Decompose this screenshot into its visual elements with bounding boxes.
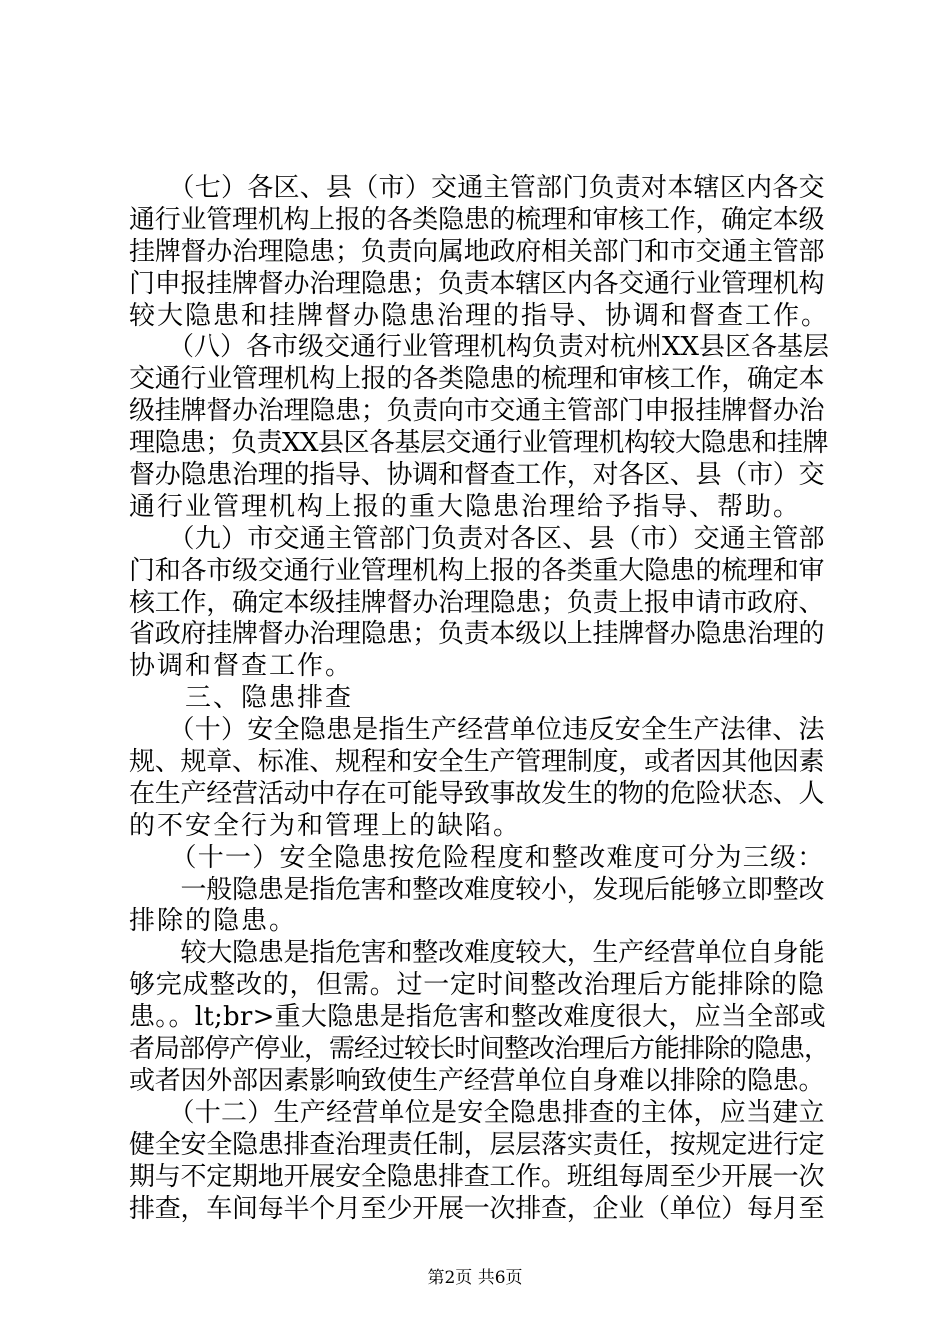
- text-line: 理隐患；负责XX县区各基层交通行业管理机构较大隐患和挂牌: [129, 428, 829, 459]
- text-line: 通行业管理机构上报的重大隐患治理给予指导、帮助。: [129, 491, 802, 522]
- text-line: （九）市交通主管部门负责对各区、县（市）交通主管部: [129, 523, 825, 554]
- text-line: 患。。lt;br>重大隐患是指危害和整改难度很大，应当全部或: [129, 1002, 826, 1033]
- text-line: 督办隐患治理的指导、协调和督查工作，对各区、县（市）交: [129, 460, 825, 491]
- text-line: 规、规章、标准、规程和安全生产管理制度，或者因其他因素: [129, 747, 825, 778]
- page-footer: [0, 1268, 950, 1288]
- text-line: 者局部停产停业，需经过较长时间整改治理后方能排除的隐患，: [129, 1034, 830, 1065]
- text-line: 较大隐患是指危害和整改难度较大，生产经营单位自身能: [129, 938, 825, 969]
- text-line: （十一）安全隐患按危险程度和整改难度可分为三级：: [129, 842, 825, 873]
- text-line: （八）各市级交通行业管理机构负责对杭州XX县区各基层: [129, 332, 830, 363]
- text-line: 或者因外部因素影响致使生产经营单位自身难以排除的隐患。: [129, 1065, 825, 1096]
- text-line: 排查，车间每半个月至少开展一次排查，企业（单位）每月至: [129, 1193, 825, 1224]
- text-line: （十二）生产经营单位是安全隐患排查的主体，应当建立: [129, 1097, 825, 1128]
- text-line: 省政府挂牌督办治理隐患；负责本级以上挂牌督办隐患治理的: [129, 619, 825, 650]
- text-line: 在生产经营活动中存在可能导致事故发生的物的危险状态、人: [129, 778, 825, 809]
- text-line: 门和各市级交通行业管理机构上报的各类重大隐患的梳理和审: [129, 555, 825, 586]
- text-line: 健全安全隐患排查治理责任制，层层落实责任，按规定进行定: [129, 1129, 825, 1160]
- document-body: [129, 173, 829, 1225]
- text-line: 排除的隐患。: [129, 906, 298, 937]
- text-line: 的不安全行为和管理上的缺陷。: [129, 810, 522, 841]
- text-line: 核工作，确定本级挂牌督办治理隐患；负责上报申请市政府、: [129, 587, 825, 618]
- text-line: 三、隐患排查: [129, 683, 354, 714]
- text-line: 协调和督查工作。: [129, 651, 354, 682]
- text-line: 通行业管理机构上报的各类隐患的梳理和审核工作，确定本级: [129, 204, 825, 235]
- text-line: 门申报挂牌督办治理隐患；负责本辖区内各交通行业管理机构: [129, 268, 825, 299]
- text-line: 交通行业管理机构上报的各类隐患的梳理和审核工作，确定本: [129, 364, 825, 395]
- text-line: 期与不定期地开展安全隐患排查工作。班组每周至少开展一次: [129, 1161, 825, 1192]
- text-line: （十）安全隐患是指生产经营单位违反安全生产法律、法: [129, 715, 825, 746]
- text-line: 挂牌督办治理隐患；负责向属地政府相关部门和市交通主管部: [129, 236, 825, 267]
- text-line: 级挂牌督办治理隐患；负责向市交通主管部门申报挂牌督办治: [129, 396, 825, 427]
- text-line: 较大隐患和挂牌督办隐患治理的指导、协调和督查工作。: [129, 300, 830, 331]
- text-line: 够完成整改的，但需。过一定时间整改治理后方能排除的隐: [129, 970, 825, 1001]
- text-line: （七）各区、县（市）交通主管部门负责对本辖区内各交: [129, 173, 825, 203]
- page-number-label: 第2页 共6页: [427, 1268, 523, 1288]
- text-line: 一般隐患是指危害和整改难度较小，发现后能够立即整改: [129, 874, 825, 905]
